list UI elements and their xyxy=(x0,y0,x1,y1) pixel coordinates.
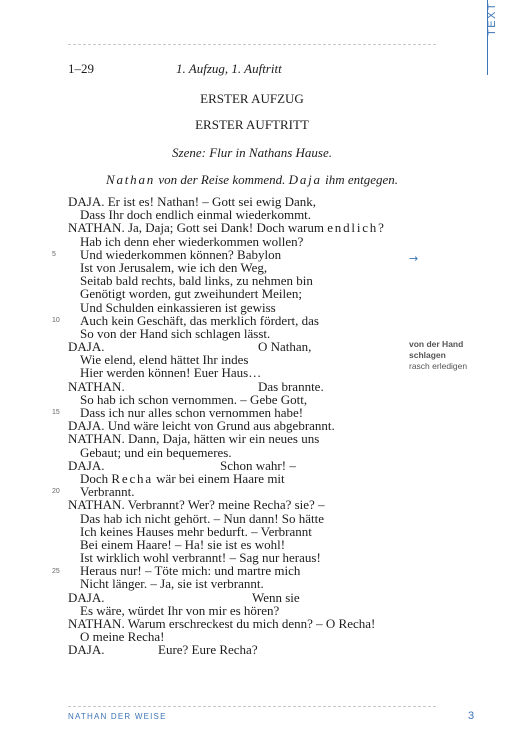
verse-line xyxy=(68,327,398,340)
line-range: 1–29 xyxy=(68,61,94,76)
verse-text-part: Hier werden können! Euer Haus… xyxy=(80,365,262,381)
verse-text-part: DAJA. xyxy=(68,642,105,658)
spaced-word: Recha xyxy=(111,470,153,486)
line-number: 5 xyxy=(52,250,56,258)
verse-text-part: O meine Recha! xyxy=(80,629,165,645)
verse-text xyxy=(80,327,270,340)
verse-text-part: DAJA. xyxy=(68,457,105,473)
verse-text-part: NATHAN. Verbrannt? Wer? meine Recha? sie? – xyxy=(68,497,325,513)
spaced-word: endlich xyxy=(327,220,379,236)
page-number: 3 xyxy=(468,710,475,722)
verse-text-part: Genötigt worden, gut zweihundert Meilen; xyxy=(80,286,303,302)
verse-text-part: Heraus nur! – Töte mich: und martre mich xyxy=(80,563,301,579)
verse-text-part: Ist von Jerusalem, wie ich den Weg, xyxy=(80,259,268,275)
verse-text-part: DAJA. Er ist es! Nathan! – Gott sei ewig Dank, xyxy=(68,194,317,209)
verse-text-part: Hab ich denn eher wiederkommen wollen? xyxy=(80,233,304,249)
stage-direction xyxy=(68,172,436,188)
top-divider xyxy=(68,44,436,45)
act-title: ERSTER AUFZUG xyxy=(200,91,304,106)
verse-block xyxy=(68,195,398,657)
margin-gloss xyxy=(409,339,479,372)
verse-text-part: Ist wirklich wohl verbrannt! – Sag nur heraus! xyxy=(80,550,321,566)
verse-text-part: Verbrannt. xyxy=(80,484,135,500)
running-header: 1. Aufzug, 1. Auftritt xyxy=(176,61,282,76)
verse-text-part: Und Schulden einkassieren ist gewiss xyxy=(80,299,276,315)
verse-text-part: NATHAN. xyxy=(68,378,125,394)
verse-text-part: Wie elend, elend hättet Ihr indes xyxy=(80,352,249,368)
verse-line xyxy=(68,446,398,459)
verse-text-part: Das hab ich nicht gehört. – Nun dann! So hätte xyxy=(80,510,325,526)
setting-line: Szene: Flur in Nathans Hause. xyxy=(172,145,332,160)
gloss-term: von der Hand schlagen xyxy=(409,339,464,360)
verse-text xyxy=(80,577,264,590)
verse-continuation: Das brannte. xyxy=(258,378,324,394)
verse-text-part: DAJA. xyxy=(68,339,105,355)
line-number: 15 xyxy=(52,409,60,417)
verse-text-part: So von der Hand sich schlagen lässt. xyxy=(80,325,271,341)
verse-text-part: Auch kein Geschäft, das merklich fördert, das xyxy=(80,312,319,328)
arrow-icon[interactable]: → xyxy=(409,252,419,265)
bottom-divider xyxy=(68,706,436,707)
verse-text-part: NATHAN. Dann, Daja, hätten wir ein neues uns xyxy=(68,431,320,447)
stage-name-daja: Daja xyxy=(288,172,322,187)
verse-text-tail: ? xyxy=(378,220,384,236)
verse-line xyxy=(68,577,398,590)
verse-text-part: DAJA. Und wäre leicht von Grund aus abgebrannt. xyxy=(68,418,335,434)
verse-text-part: Dass ich nur alles schon vernommen habe! xyxy=(80,405,304,420)
verse-continuation: O Nathan, xyxy=(258,339,312,355)
stage-text-2: ihm entgegen. xyxy=(321,172,399,187)
line-number: 25 xyxy=(52,567,60,575)
verse-text xyxy=(68,643,104,656)
side-tab-label: TEXT xyxy=(486,1,498,36)
verse-continuation: Eure? Eure Recha? xyxy=(158,642,258,658)
verse-text-part: Doch xyxy=(80,470,112,486)
verse-text-part: Bei einem Haare! – Ha! sie ist es wohl! xyxy=(80,536,286,552)
verse-text-part: DAJA. xyxy=(68,589,105,605)
verse-text-part: Nicht länger. – Ja, sie ist verbrannt. xyxy=(80,576,264,592)
verse-text-part: Dass Ihr doch endlich einmal wiederkommt. xyxy=(80,207,312,223)
verse-text-part: Ich keines Hauses mehr bedurft. – Verbrannt xyxy=(80,523,312,539)
line-number: 10 xyxy=(52,316,60,324)
stage-text-1: von der Reise kommend. xyxy=(155,172,289,187)
footer-title: NATHAN DER WEISE xyxy=(68,712,167,721)
verse-line xyxy=(68,643,398,656)
verse-text-part: Gebaut; und ein bequemeres. xyxy=(80,444,232,460)
verse-text-part: Es wäre, würdet Ihr von mir es hören? xyxy=(80,602,280,618)
verse-continuation: Schon wahr! – xyxy=(220,457,296,473)
verse-text-part: Und wiederkommen können? Babylon xyxy=(80,246,282,262)
verse-text-part: NATHAN. Ja, Daja; Gott sei Dank! Doch warum xyxy=(68,220,328,236)
stage-name-nathan: Nathan xyxy=(105,172,156,187)
verse-text-part: Seitab bald rechts, bald links, zu nehmen bin xyxy=(80,273,313,289)
verse-continuation: Wenn sie xyxy=(252,589,300,605)
verse-text-part: NATHAN. Warum erschreckest du mich denn? – O Recha! xyxy=(68,616,376,631)
verse-text-tail: wär bei einem Haare mit xyxy=(152,470,285,486)
scene-title: ERSTER AUFTRITT xyxy=(195,117,309,132)
verse-text-part: So hab ich schon vernommen. – Gebe Gott, xyxy=(80,391,308,407)
line-number: 20 xyxy=(52,488,60,496)
gloss-meaning: rasch erledigen xyxy=(409,361,468,371)
